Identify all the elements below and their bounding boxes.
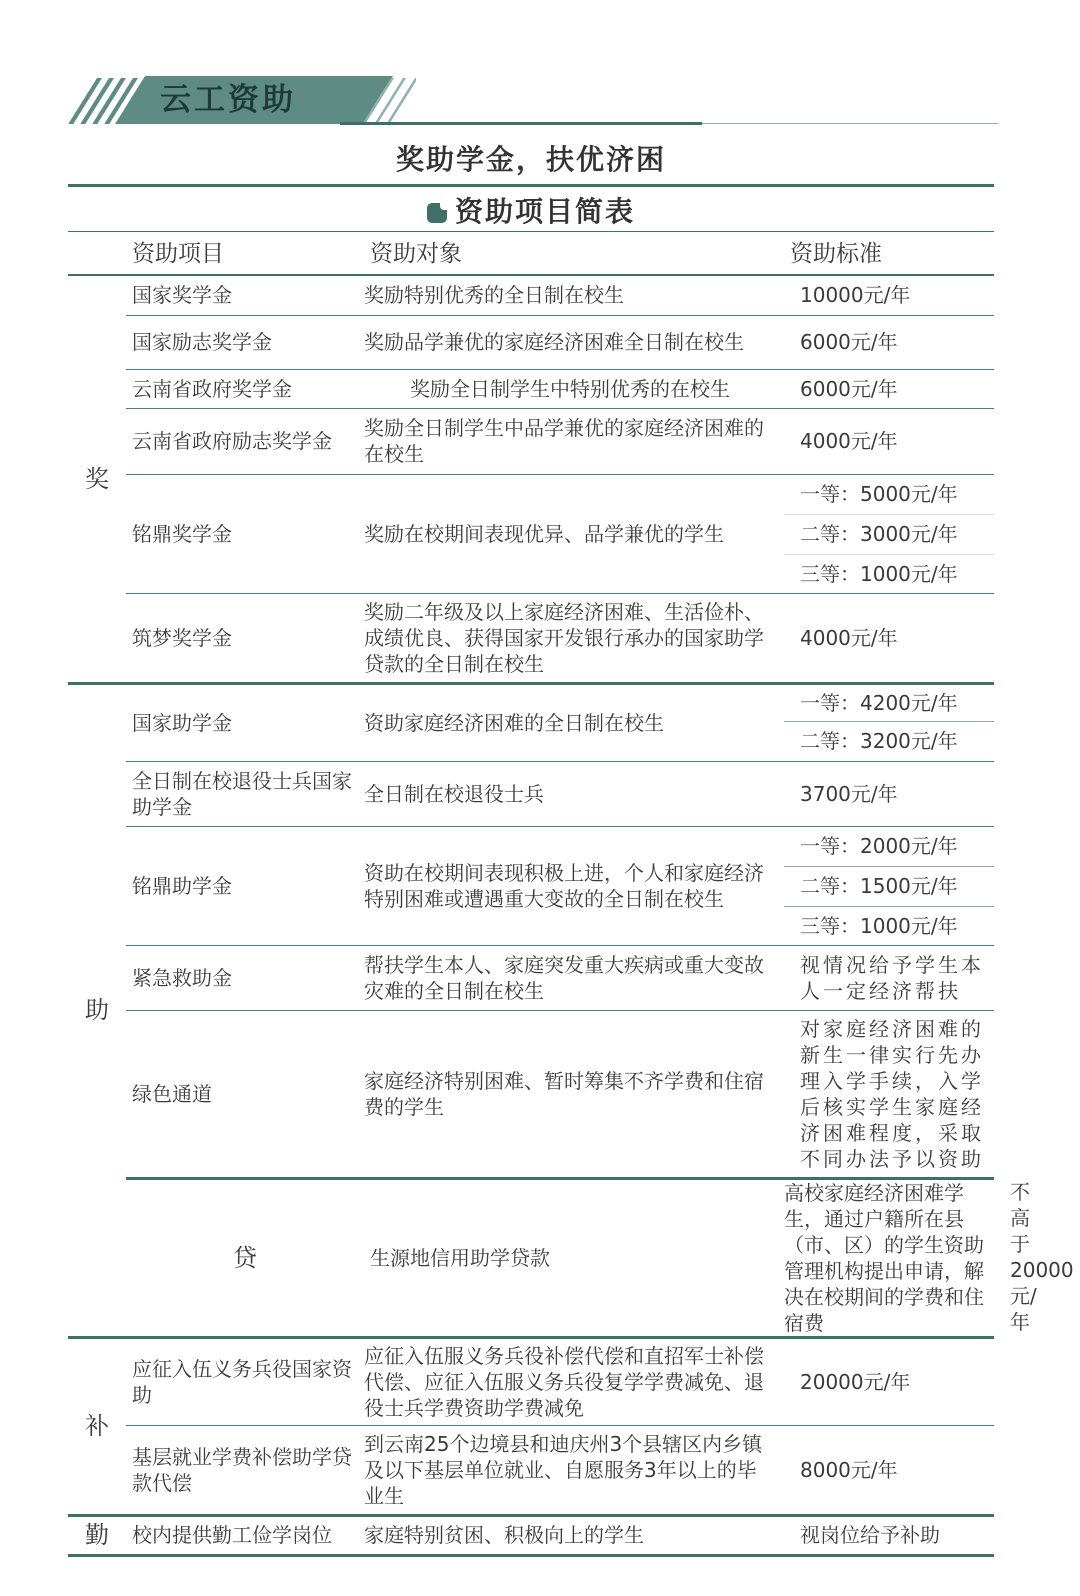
cell-standard: 视岗位给予补助: [784, 1515, 994, 1555]
table-row: [68, 683, 994, 721]
cell-standard-tier: 一等：5000元/年: [784, 474, 994, 514]
header-target: 资助对象: [364, 233, 784, 275]
cell-target: 奖励全日制学生中特别优秀的在校生: [364, 369, 784, 408]
decorative-trail-stripes: [346, 78, 416, 124]
cell-project: 国家励志奖学金: [126, 315, 364, 369]
cell-target: 家庭经济特别困难、暂时筹集不齐学费和住宿费的学生: [364, 1010, 784, 1178]
cell-target: 奖励二年级及以上家庭经济困难、生活俭朴、成绩优良、获得国家开发银行承办的国家助学贷款的全日制在校生: [364, 593, 784, 683]
cell-standard-tier: 三等：1000元/年: [784, 554, 994, 593]
table-header-row: [68, 233, 994, 275]
cell-standard: 4000元/年: [784, 408, 994, 474]
table-row: [68, 761, 994, 826]
cell-standard: 3700元/年: [784, 761, 994, 826]
cell-standard-tier: 二等：1500元/年: [784, 866, 994, 906]
cell-project: 筑梦奖学金: [126, 593, 364, 683]
cell-standard: 8000元/年: [784, 1425, 994, 1515]
table-title: [68, 190, 994, 230]
cell-target: 资助在校期间表现积极上进，个人和家庭经济特别困难或遭遇重大变故的全日制在校生: [364, 826, 784, 945]
divider: [68, 231, 994, 232]
section-banner: [68, 72, 1018, 132]
table-title-text: 资助项目简表: [454, 195, 635, 228]
category-label: 助: [68, 683, 126, 1337]
cell-project: 校内提供勤工俭学岗位: [126, 1515, 364, 1555]
cell-target: 高校家庭经济困难学生，通过户籍所在县（市、区）的学生资助管理机构提出申请，解决在校期间的学费和住宿费: [784, 1178, 994, 1337]
banner-underline: [340, 122, 702, 125]
cell-project: 国家奖学金: [126, 275, 364, 315]
category-label: 奖: [68, 275, 126, 683]
cell-target: 帮扶学生本人、家庭突发重大疾病或重大变故灾难的全日制在校生: [364, 945, 784, 1010]
banner-underline-light: [702, 123, 998, 124]
cell-project: 铭鼎奖学金: [126, 474, 364, 593]
table-row: [68, 474, 994, 514]
cell-project: 云南省政府励志奖学金: [126, 408, 364, 474]
category-label: 贷: [126, 1178, 364, 1337]
cell-target: 应征入伍服义务兵役补偿代偿和直招军士补偿代偿、应征入伍服义务兵役复学学费减免、退役士兵学费资助学费减免: [364, 1337, 784, 1425]
cell-project: 生源地信用助学贷款: [364, 1178, 784, 1337]
cell-standard: 视情况给予学生本人一定经济帮扶: [784, 945, 994, 1010]
cell-target: 全日制在校退役士兵: [364, 761, 784, 826]
divider: [68, 184, 994, 187]
banner-title: 云工资助: [160, 82, 296, 118]
table-row: [68, 1425, 994, 1515]
aid-table: [68, 233, 1074, 1557]
cell-target: 到云南25个边境县和迪庆州3个县辖区内乡镇及以下基层单位就业、自愿服务3年以上的毕业生: [364, 1425, 784, 1515]
table-row: [68, 593, 994, 683]
cell-standard: 6000元/年: [784, 369, 994, 408]
table-row: [68, 1010, 994, 1178]
cell-project: 全日制在校退役士兵国家助学金: [126, 761, 364, 826]
table-row: 贷 生源地信用助学贷款 高校家庭经济困难学生，通过户籍所在县（市、区）的学生资助管理机构提出申请，解决在校期间的学费和住宿费 不高于20000元/年: [68, 1178, 994, 1337]
cell-standard: 20000元/年: [784, 1337, 994, 1425]
cell-standard: 10000元/年: [784, 275, 994, 315]
cell-project: 紧急救助金: [126, 945, 364, 1010]
header-standard: 资助标准: [784, 233, 994, 275]
table-row: [68, 315, 994, 369]
cell-target: 资助家庭经济困难的全日制在校生: [364, 683, 784, 761]
cell-target: 奖励品学兼优的家庭经济困难全日制在校生: [364, 315, 784, 369]
category-label: 勤: [68, 1515, 126, 1555]
header-project: 资助项目: [126, 233, 364, 275]
cell-project: 应征入伍义务兵役国家资助: [126, 1337, 364, 1425]
page-title: 奖助学金，扶优济困: [395, 143, 666, 176]
cell-standard-tier: 三等：1000元/年: [784, 906, 994, 945]
table-row: [68, 408, 994, 474]
cell-target: 家庭特别贫困、积极向上的学生: [364, 1515, 784, 1555]
cell-standard-tier: 一等：4200元/年: [784, 683, 994, 721]
table-row: [68, 369, 994, 408]
category-label: 补: [68, 1337, 126, 1515]
cell-target: 奖励在校期间表现优异、品学兼优的学生: [364, 474, 784, 593]
cell-project: 铭鼎助学金: [126, 826, 364, 945]
cell-target: 奖励全日制学生中品学兼优的家庭经济困难的在校生: [364, 408, 784, 474]
cell-target: 奖励特别优秀的全日制在校生: [364, 275, 784, 315]
bullet-icon: [427, 203, 447, 223]
cell-standard-tier: 二等：3000元/年: [784, 514, 994, 554]
table-row: [68, 826, 994, 866]
cell-project: 绿色通道: [126, 1010, 364, 1178]
table-row: [68, 1515, 994, 1555]
header-category: [68, 233, 126, 275]
table-row: [68, 1337, 994, 1425]
cell-standard: 6000元/年: [784, 315, 994, 369]
cell-project: 国家助学金: [126, 683, 364, 761]
cell-standard-tier: 二等：3200元/年: [784, 721, 994, 761]
cell-standard: 对家庭经济困难的新生一律实行先办理入学手续，入学后核实学生家庭经济困难程度，采取不同办法予以资助: [784, 1010, 994, 1178]
cell-project: 云南省政府奖学金: [126, 369, 364, 408]
cell-standard-tier: 一等：2000元/年: [784, 826, 994, 866]
cell-standard: 4000元/年: [784, 593, 994, 683]
cell-project: 基层就业学费补偿助学贷款代偿: [126, 1425, 364, 1515]
table-row: [68, 275, 994, 315]
table-row: [68, 945, 994, 1010]
